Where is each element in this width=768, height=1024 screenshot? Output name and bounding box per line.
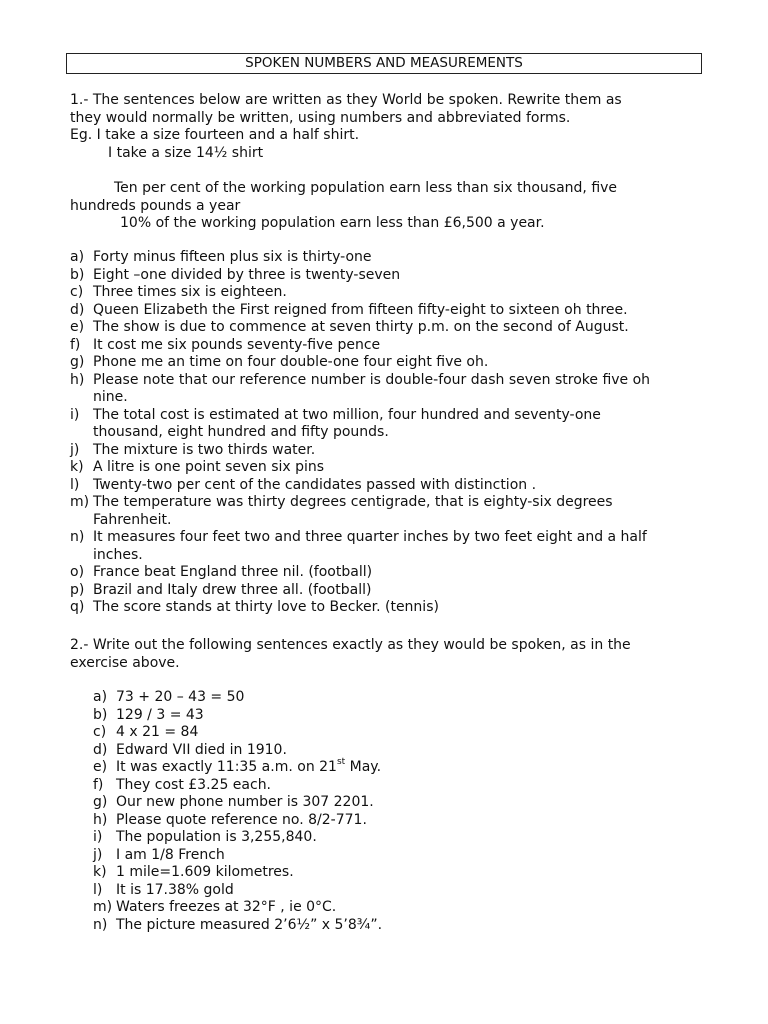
item-text: 1 mile=1.609 kilometres. <box>116 864 294 880</box>
item-text: Queen Elizabeth the First reigned from fifteen fifty-eight to sixteen oh three. <box>93 301 628 318</box>
item-text: The total cost is estimated at two million, four hundred and seventy-one <box>93 406 601 423</box>
exercise2-instruction-line1: 2.- Write out the following sentences exactly as they would be spoken, as in the <box>70 637 631 653</box>
item-label: j) <box>70 441 80 458</box>
item-text: The score stands at thirty love to Becker. (tennis) <box>93 599 439 615</box>
item-text: It measures four feet two and three quarter inches by two feet eight and a half <box>93 529 647 545</box>
item-label: i) <box>70 406 80 423</box>
item-text: I am 1/8 French <box>116 846 225 863</box>
item-label: o) <box>70 564 85 580</box>
item-label: n) <box>70 529 85 545</box>
item-label: l) <box>70 476 80 493</box>
item-text: Waters freezes at 32°F , ie 0°C. <box>116 899 337 915</box>
item-label: a) <box>93 689 108 705</box>
item-label: k) <box>70 459 84 475</box>
item-text-end: May. <box>345 759 382 775</box>
item-text: The temperature was thirty degrees centigrade, that is eighty-six degrees <box>93 494 613 510</box>
item-label: j) <box>93 846 103 863</box>
item-text: Forty minus fifteen plus six is thirty-one <box>93 249 372 265</box>
item-label: c) <box>70 284 84 300</box>
example2-answer: 10% of the working population earn less than £6,500 a year. <box>120 215 545 231</box>
item-text: The picture measured 2’6½” x 5’8¾”. <box>116 916 383 933</box>
item-label: e) <box>93 759 108 775</box>
item-label: h) <box>93 811 108 828</box>
item-label: k) <box>93 864 107 880</box>
item-text: 73 + 20 – 43 = 50 <box>116 689 245 705</box>
item-label: b) <box>70 266 85 283</box>
item-text: Eight –one divided by three is twenty-seven <box>93 266 401 283</box>
item-text: Phone me an time on four double-one four eight five oh. <box>93 354 489 370</box>
item-text: 4 x 21 = 84 <box>116 724 199 740</box>
item-label: n) <box>93 916 108 933</box>
item-text: Please note that our reference number is double-four dash seven stroke five oh <box>93 371 651 388</box>
item-label: e) <box>70 319 85 335</box>
page-title: SPOKEN NUMBERS AND MEASUREMENTS <box>66 53 702 74</box>
item-label: p) <box>70 581 85 598</box>
exercise1-instruction-line2: they would normally be written, using numbers and abbreviated forms. <box>70 109 571 126</box>
item-label: d) <box>93 741 108 758</box>
item-text-continued: nine. <box>93 389 128 405</box>
example-answer: I take a size 14½ shirt <box>108 145 264 161</box>
item-text: It is 17.38% gold <box>116 881 234 898</box>
item-text-main: It was exactly 11:35 a.m. on 21 <box>116 759 337 775</box>
item-label: m) <box>93 899 113 915</box>
exercise1-instruction-line1: 1.- The sentences below are written as they World be spoken. Rewrite them as <box>70 92 622 108</box>
item-text: Please quote reference no. 8/2-771. <box>116 811 367 828</box>
exercise2-instruction-line2: exercise above. <box>70 654 180 671</box>
item-label: q) <box>70 599 85 615</box>
item-text-continued: Fahrenheit. <box>93 511 172 528</box>
item-label: m) <box>70 494 90 510</box>
item-text: The show is due to commence at seven thirty p.m. on the second of August. <box>93 319 629 335</box>
item-text: They cost £3.25 each. <box>116 776 272 793</box>
item-text: The mixture is two thirds water. <box>93 441 316 458</box>
item-text: The population is 3,255,840. <box>116 829 317 845</box>
item-text: Twenty-two per cent of the candidates passed with distinction . <box>93 476 537 493</box>
item-text <box>116 759 381 777</box>
item-label: c) <box>93 724 107 740</box>
item-label: f) <box>70 336 81 353</box>
item-text: Our new phone number is 307 2201. <box>116 794 374 810</box>
item-text: It cost me six pounds seventy-five pence <box>93 336 381 353</box>
item-label: a) <box>70 249 85 265</box>
item-label: l) <box>93 881 103 898</box>
example-sentence: Eg. I take a size fourteen and a half shirt. <box>70 127 360 143</box>
item-label: f) <box>93 776 104 793</box>
item-text: Brazil and Italy drew three all. (football) <box>93 581 372 598</box>
item-text-continued: thousand, eight hundred and fifty pounds. <box>93 424 389 440</box>
ordinal-suffix: st <box>336 757 346 768</box>
item-text: France beat England three nil. (football) <box>93 564 373 580</box>
item-label: d) <box>70 301 85 318</box>
item-text: Three times six is eighteen. <box>93 284 287 300</box>
example2-line2: hundreds pounds a year <box>70 197 241 214</box>
item-text-continued: inches. <box>93 546 143 563</box>
item-label: i) <box>93 829 103 845</box>
item-label: h) <box>70 371 85 388</box>
item-text: 129 / 3 = 43 <box>116 706 204 723</box>
item-label: g) <box>93 794 108 810</box>
item-label: g) <box>70 354 85 370</box>
item-label: b) <box>93 706 108 723</box>
item-text: Edward VII died in 1910. <box>116 741 287 758</box>
example2-line1: Ten per cent of the working population earn less than six thousand, five <box>114 180 618 196</box>
item-text: A litre is one point seven six pins <box>93 459 325 475</box>
